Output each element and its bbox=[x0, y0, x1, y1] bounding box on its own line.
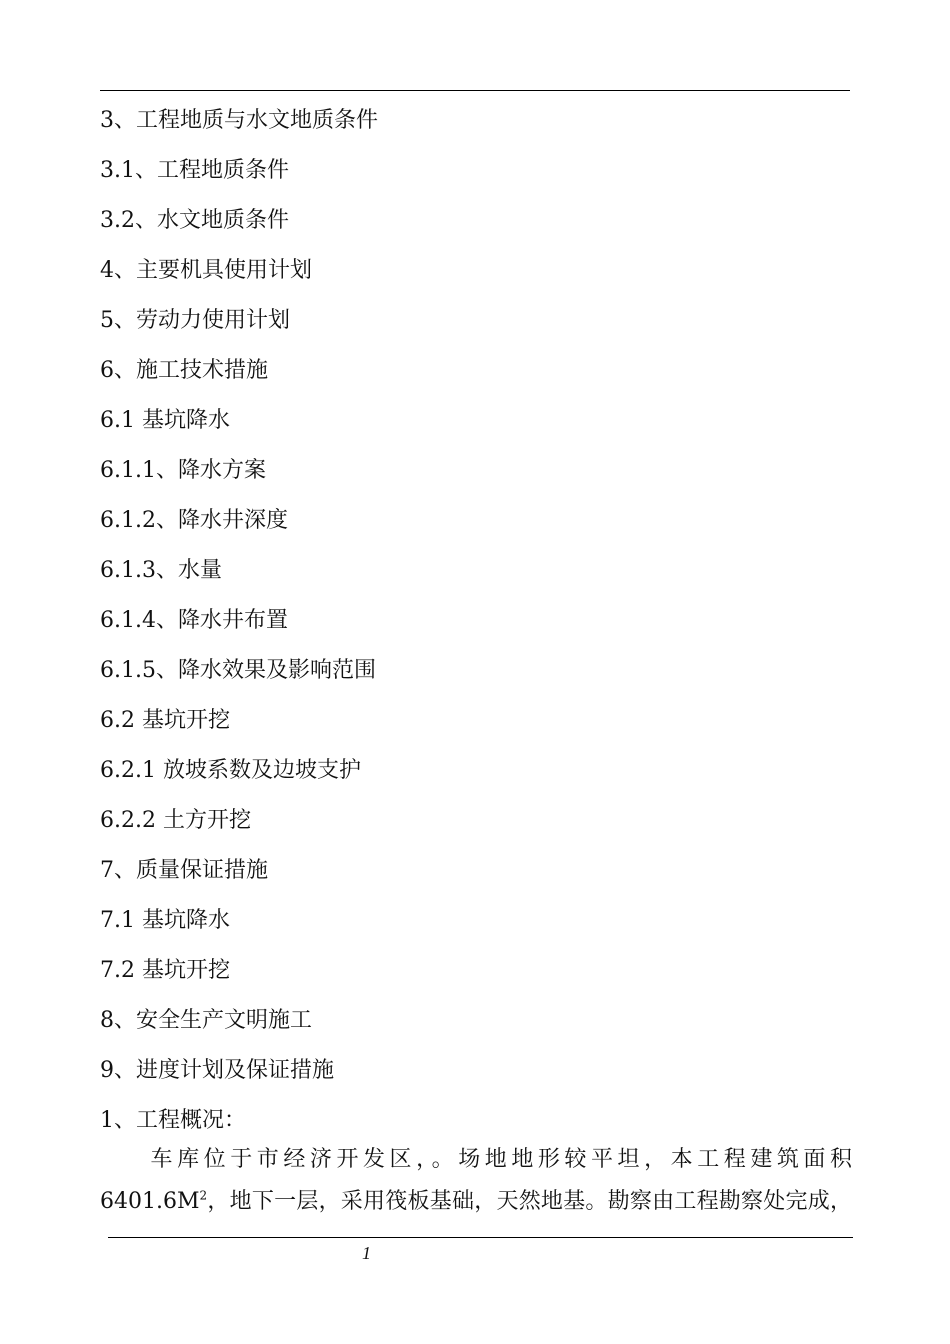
toc-item: 4、主要机具使用计划 bbox=[100, 258, 312, 283]
toc-item: 6.1 基坑降水 bbox=[100, 408, 230, 433]
paragraph-text: 车库位于市经济开发区，。场地地形较平坦，本工程建筑面积 bbox=[146, 1147, 852, 1172]
paragraph-line bbox=[100, 1139, 852, 1181]
toc-item: 6.1.2、降水井深度 bbox=[100, 508, 288, 533]
toc-item: 5、劳动力使用计划 bbox=[100, 308, 290, 333]
toc-item: 6.1.3、水量 bbox=[100, 558, 222, 583]
toc-item: 6.2 基坑开挖 bbox=[100, 708, 230, 733]
overview-paragraph bbox=[100, 1139, 852, 1223]
toc-item: 6.1.5、降水效果及影响范围 bbox=[100, 658, 376, 683]
footer-rule bbox=[108, 1237, 853, 1238]
toc-item: 6.2.2 土方开挖 bbox=[100, 808, 251, 833]
toc-item: 6.2.1 放坡系数及边坡支护 bbox=[100, 758, 361, 783]
superscript: 2 bbox=[199, 1188, 208, 1203]
toc-item: 7、质量保证措施 bbox=[100, 858, 268, 883]
paragraph-line bbox=[100, 1181, 852, 1223]
toc-item: 7.2 基坑开挖 bbox=[100, 958, 230, 983]
toc-item: 3、工程地质与水文地质条件 bbox=[100, 108, 378, 133]
page-number: 1 bbox=[362, 1243, 371, 1263]
toc-item: 9、进度计划及保证措施 bbox=[100, 1058, 334, 1083]
paragraph-text: ，地下一层，采用筏板基础，天然地基。勘察由工程勘察处完成， bbox=[207, 1189, 852, 1214]
toc-item: 6.1.1、降水方案 bbox=[100, 458, 266, 483]
area-value: 6401.6M bbox=[100, 1189, 200, 1214]
toc-item: 6、施工技术措施 bbox=[100, 358, 268, 383]
table-of-contents bbox=[100, 106, 850, 1156]
toc-item: 7.1 基坑降水 bbox=[100, 908, 230, 933]
header-rule bbox=[100, 90, 850, 91]
toc-item: 6.1.4、降水井布置 bbox=[100, 608, 288, 633]
section-heading: 1、工程概况： bbox=[100, 1108, 246, 1133]
toc-item: 3.2、水文地质条件 bbox=[100, 208, 289, 233]
toc-item: 8、安全生产文明施工 bbox=[100, 1008, 312, 1033]
toc-item: 3.1、工程地质条件 bbox=[100, 158, 289, 183]
